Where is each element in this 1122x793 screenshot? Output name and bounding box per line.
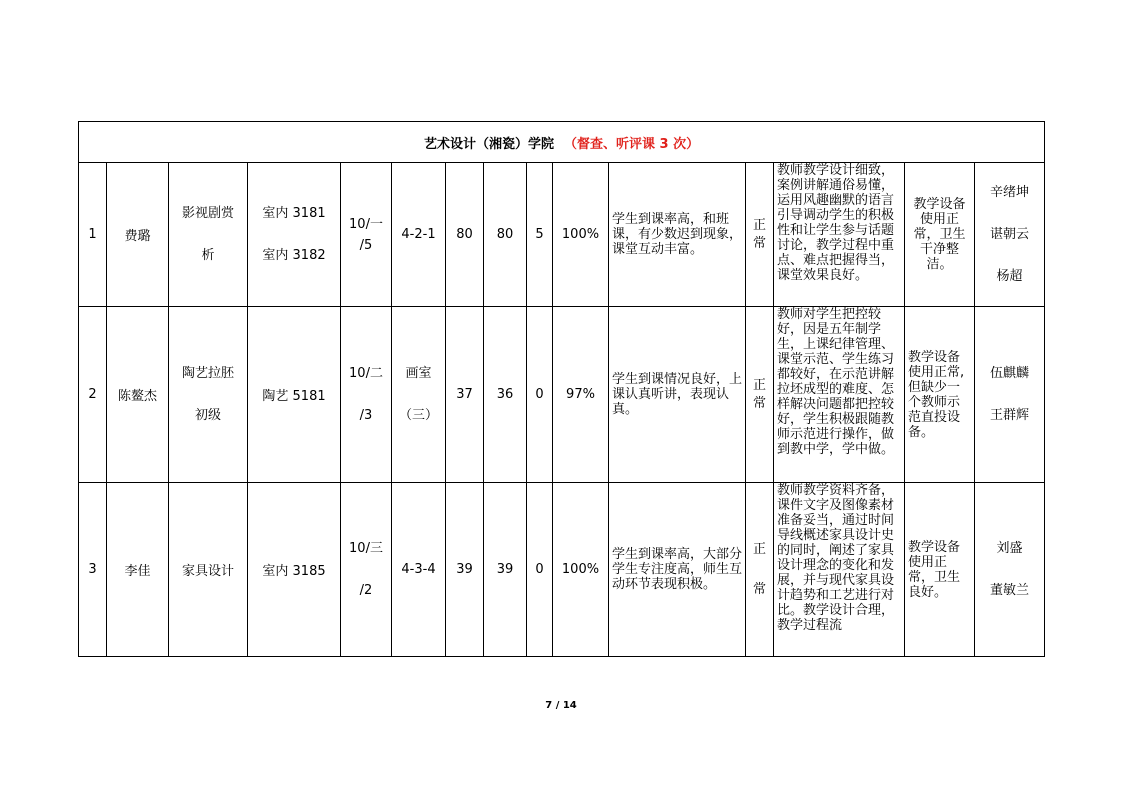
classroom: 陶艺 5181	[248, 307, 341, 483]
date-line: /5	[359, 237, 373, 253]
row-number: 1	[79, 163, 107, 307]
actual-count: 36	[484, 307, 527, 483]
table-row	[79, 307, 1045, 483]
status-char: 正	[752, 541, 766, 557]
row-number: 3	[79, 483, 107, 657]
title-row	[79, 122, 1045, 163]
student-evaluation: 学生到课率高，和班课，有少数迟到现象，课堂互动丰富。	[609, 163, 746, 307]
expected-count: 39	[446, 483, 484, 657]
teacher-name: 费璐	[107, 163, 169, 307]
course-name	[169, 163, 248, 307]
teaching-evaluation-text: 教师教学资料齐备，课件文字及图像素材准备妥当，通过时间导线概述家具设计史的同时，阐述了家具设计理念的变化和发展，并与现代家具设计趋势和工艺进行对比。教学设计合理，教学过程流	[777, 483, 895, 633]
classroom: 室内 3185	[248, 483, 341, 657]
evaluator-name: 辛绪坤	[990, 184, 1030, 200]
student-evaluation: 学生到课率高，大部分学生专注度高，师生互动环节表现积极。	[609, 483, 746, 657]
date	[341, 307, 392, 483]
equipment-notes: 教学设备使用正常，卫生干净整洁。	[905, 163, 975, 307]
evaluator-name: 杨超	[996, 268, 1023, 284]
absent-count: 0	[527, 307, 553, 483]
status-char: 正	[752, 377, 766, 393]
table-row	[79, 163, 1045, 307]
course-line: 影视剧赏	[181, 205, 234, 221]
date	[341, 163, 392, 307]
status-char: 常	[752, 581, 766, 597]
teaching-evaluation	[774, 483, 905, 657]
period-line: 画室	[405, 365, 432, 381]
expected-count: 80	[446, 163, 484, 307]
room-line: 室内 3181	[262, 205, 326, 221]
course-line: 初级	[194, 407, 221, 423]
date	[341, 483, 392, 657]
college-name: 艺术设计（湘瓷）学院	[423, 136, 554, 152]
status	[746, 483, 774, 657]
period-line: （三）	[398, 407, 438, 423]
date-line: /2	[359, 582, 373, 598]
student-evaluation: 学生到课情况良好，上课认真听讲，表现认真。	[609, 307, 746, 483]
page-number: 7 / 14	[545, 700, 577, 711]
table-title	[79, 122, 1045, 163]
teaching-evaluation-text: 教师对学生把控较好，因是五年制学生，上课纪律管理、课堂示范、学生练习都较好，在示范讲解拉坯成型的难度、怎样解决问题都把控较好，学生积极跟随教师示范进行操作，做到教中学，学中做。	[777, 307, 895, 457]
equipment-notes: 教学设备使用正常，卫生良好。	[905, 483, 975, 657]
course-name	[169, 307, 248, 483]
evaluator-name: 刘盛	[996, 540, 1023, 556]
absent-count: 0	[527, 483, 553, 657]
period	[392, 307, 446, 483]
row-number: 2	[79, 307, 107, 483]
expected-count: 37	[446, 307, 484, 483]
evaluator-name: 伍麒麟	[990, 365, 1030, 381]
period: 4-3-4	[392, 483, 446, 657]
room-line: 室内 3182	[262, 247, 326, 263]
period: 4-2-1	[392, 163, 446, 307]
absent-count: 5	[527, 163, 553, 307]
course-line: 析	[201, 247, 215, 263]
evaluator-name: 董敏兰	[990, 582, 1030, 598]
classroom	[248, 163, 341, 307]
table-row	[79, 483, 1045, 657]
status-char: 常	[752, 235, 766, 251]
evaluators	[975, 483, 1045, 657]
status-char: 正	[752, 217, 766, 233]
date-line: 10/一	[349, 216, 383, 232]
course-line: 陶艺拉胚	[181, 365, 234, 381]
status	[746, 163, 774, 307]
teaching-evaluation	[774, 307, 905, 483]
status-char: 常	[752, 395, 766, 411]
attendance-rate: 100%	[553, 483, 609, 657]
evaluator-name: 王群辉	[990, 407, 1030, 423]
evaluators	[975, 163, 1045, 307]
date-line: /3	[359, 407, 373, 423]
attendance-rate: 97%	[553, 307, 609, 483]
evaluator-name: 谌朝云	[990, 226, 1030, 242]
teaching-evaluation-text: 教师教学设计细致，案例讲解通俗易懂，运用风趣幽默的语言引导调动学生的积极性和让学生参与话题讨论，教学过程中重点、难点把握得当，课堂效果良好。	[777, 163, 895, 283]
status	[746, 307, 774, 483]
actual-count: 80	[484, 163, 527, 307]
attendance-rate: 100%	[553, 163, 609, 307]
date-line: 10/二	[349, 365, 383, 381]
teacher-name: 陈鳌杰	[107, 307, 169, 483]
course-name: 家具设计	[169, 483, 248, 657]
teaching-evaluation	[774, 163, 905, 307]
actual-count: 39	[484, 483, 527, 657]
equipment-notes: 教学设备使用正常,但缺少一个教师示范直投设备。	[905, 307, 975, 483]
evaluators	[975, 307, 1045, 483]
teacher-name: 李佳	[107, 483, 169, 657]
date-line: 10/三	[349, 540, 383, 556]
inspection-note: （督查、听评课 3 次）	[563, 136, 700, 152]
evaluation-table	[78, 121, 1045, 657]
